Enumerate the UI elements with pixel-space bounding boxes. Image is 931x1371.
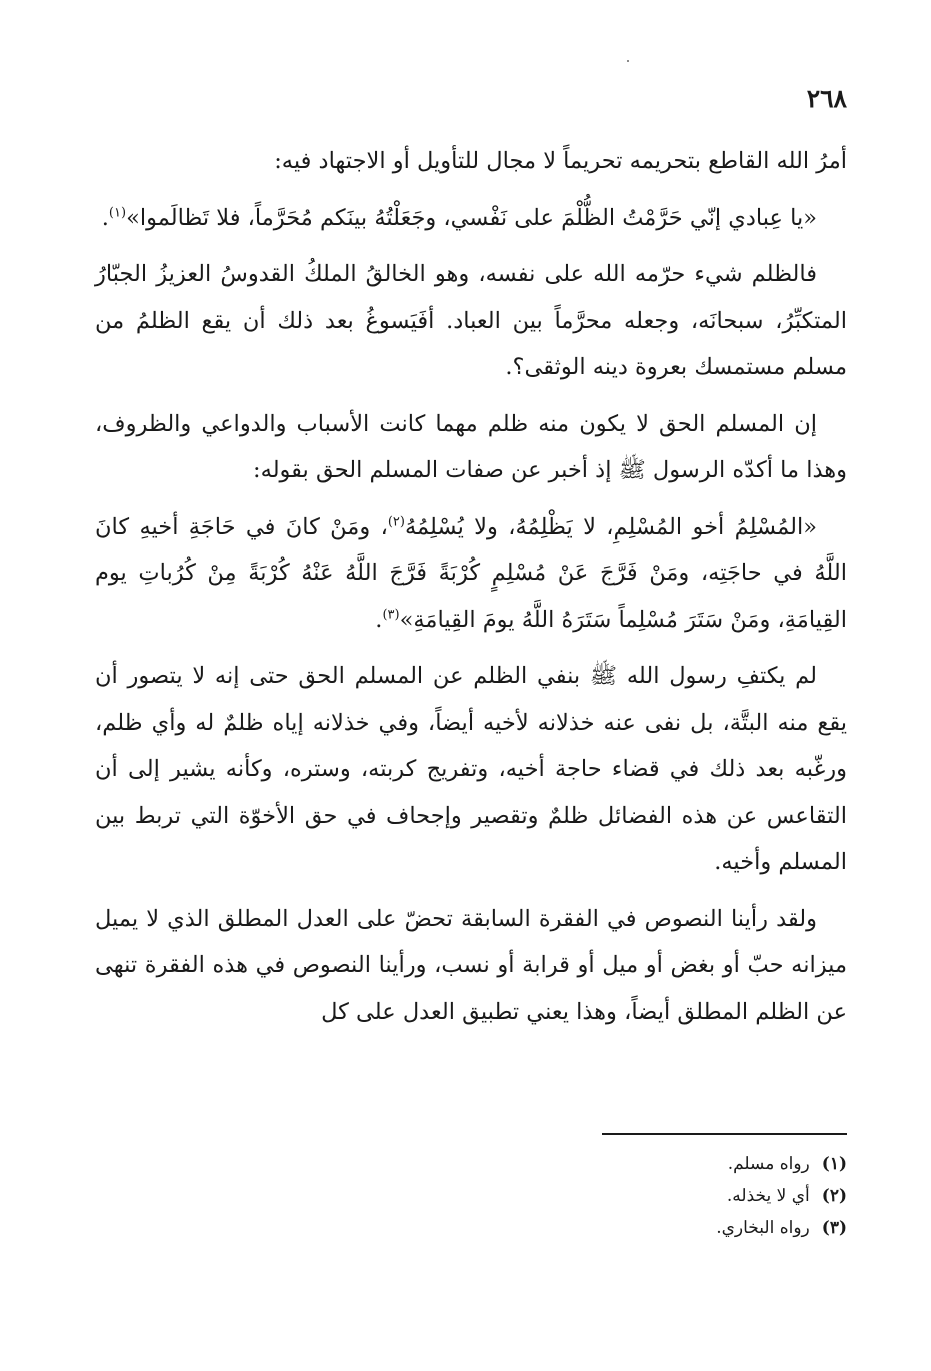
body-text [95, 138, 847, 1045]
footnotes [447, 1148, 847, 1244]
paragraph [95, 138, 847, 185]
footnote-divider [602, 1133, 847, 1135]
quote-end: . [375, 606, 383, 633]
footnote-ref: (٢) [387, 514, 405, 529]
footnote-text: رواه البخاري. [716, 1218, 810, 1238]
paragraph-text: فالظلم شيء حرّمه الله على نفسه، وهو الخالقُ الملكُ القدوسُ العزيزُ الجبّارُ المتكبِّرُ، سبحانَه، وجعله محرَّماً بين العباد. أفَيَسوغُ بعد ذلك أن يقع الظلمُ من مسلم مستمسك بعروة دينه الوثقى؟. [95, 261, 847, 380]
paragraph-text: أمرُ الله القاطع بتحريمه تحريماً لا مجال للتأويل أو الاجتهاد فيه: [274, 148, 847, 174]
footnote-text: رواه مسلم. [727, 1154, 810, 1174]
paragraph [95, 896, 847, 1036]
paragraph-text: إن المسلم الحق لا يكون منه ظلم مهما كانت الأسباب والدواعي والظروف، وهذا ما أكدّه الرسول ﷺ إذ أخبر عن صفات المسلم الحق بقوله: [95, 410, 847, 483]
footnote-text: أي لا يخذله. [726, 1186, 810, 1206]
footnote-ref: (٣) [382, 607, 400, 622]
quote-end: . [101, 204, 109, 231]
hadith-quote [95, 195, 847, 242]
footnote-number: (٢) [821, 1186, 847, 1206]
footnote-ref: (١) [108, 205, 127, 220]
paragraph-text: لم يكتفِ رسول الله ﷺ بنفي الظلم عن المسلم الحق حتى إنه لا يتصور أن يقع منه البتَّة، بل نفى عنه خذلانه لأخيه أيضاً، وفي خذلانه إياه ظلمٌ له وأي ظلم، ورغّبه بعد ذلك في قضاء حاجة أخيه، وتفريج كربته، وستره، وكأنه يشير إلى أن التقاعس عن هذه الفضائل ظلمٌ وتقصير وإجحاف في حق الأخوّة التي تربط بين المسلم وأخيه. [95, 663, 847, 875]
footnote-number: (١) [821, 1154, 847, 1174]
footnote-number: (٣) [821, 1218, 847, 1238]
paragraph-text: ولقد رأينا النصوص في الفقرة السابقة تحضّ على العدل المطلق الذي لا يميل ميزانه حبّ أو بغض أو ميل أو قرابة أو نسب، ورأينا النصوص في هذه الفقرة تنهى عن الظلم المطلق أيضاً، وهذا يعني تطبيق العدل على كل [95, 905, 847, 1025]
hadith-quote [95, 504, 847, 644]
paragraph [95, 653, 847, 886]
footnote [447, 1180, 847, 1212]
paragraph [95, 251, 847, 391]
quote-text: «يا عِبادي إنّي حَرَّمْتُ الظُّلْمَ على نَفْسي، وجَعَلْتُهُ بينَكم مُحَرَّماً، فلا تَظالَموا» [126, 204, 817, 231]
page-number: ٢٦٨ [806, 84, 847, 113]
footnote [447, 1148, 847, 1180]
paragraph [95, 401, 847, 494]
scan-speck [627, 60, 629, 62]
quote-text: «المُسْلِمُ أخو المُسْلِمِ، لا يَظْلِمُهُ، ولا يُسْلِمُهُ [404, 513, 817, 540]
quote-text: ، ومَنْ كانَ في حَاجَةِ أخيهِ كانَ اللَّهُ في حاجَتِه، ومَنْ فَرَّجَ عَنْ مُسْلِمٍ كُرْبَةً فَرَّجَ اللَّهُ عَنْهُ كُرْبَةً مِنْ كُرُباتِ يوم القِيامَةِ، ومَنْ سَتَرَ مُسْلِماً سَتَرَهُ اللَّهُ يومَ القِيامَةِ» [95, 513, 847, 633]
footnote [447, 1212, 847, 1244]
